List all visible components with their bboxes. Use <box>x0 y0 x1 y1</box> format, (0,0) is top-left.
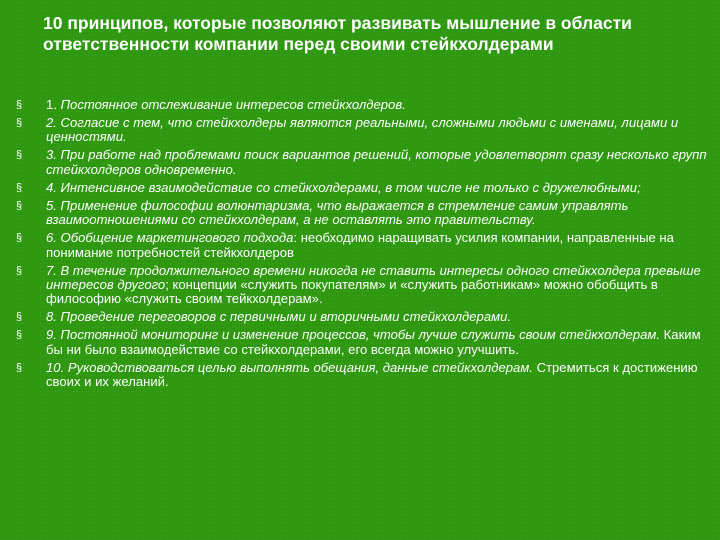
item-text: Стремиться к достижению своих и их желаний. <box>46 359 698 390</box>
bullet-icon: § <box>16 99 23 111</box>
list-item <box>16 98 716 112</box>
list-item <box>16 199 716 228</box>
item-italic-text: 4. Интенсивное взаимодействие со стейкхолдерами, в том числе не только с дружелюбными; <box>46 179 641 195</box>
item-italic-text: 7. В течение продолжительного времени никогда не ставить интересы одного стейкхолдера превыше интересов другого <box>46 262 701 293</box>
list-item <box>16 231 716 260</box>
list-item <box>16 148 716 177</box>
list-item <box>16 181 716 195</box>
item-italic-text: 10. Руководствоваться целью выполнять обещания, данные стейкхолдерам. <box>46 359 533 375</box>
item-italic-text: 9. Постоянной мониторинг и изменение процессов, чтобы лучше служить своим стейкхолдерам. <box>46 327 661 343</box>
list-item <box>16 361 716 390</box>
bullet-icon: § <box>16 199 23 212</box>
bullet-icon: § <box>16 329 23 342</box>
bullet-icon: § <box>16 149 23 162</box>
item-lead: 1. <box>46 97 61 112</box>
bullet-icon: § <box>16 264 23 277</box>
bullet-icon: § <box>16 181 23 194</box>
item-italic-text: 6. Обобщение маркетингового подхода <box>46 230 294 246</box>
bullet-icon: § <box>16 232 23 245</box>
item-italic-text: 3. При работе над проблемами поиск вариантов решений, которые удовлетворят сразу несколько групп стейкхолдеров одновременно. <box>46 147 707 177</box>
bullet-icon: § <box>16 361 23 374</box>
item-italic-text: 8. Проведение переговоров с первичными и вторичными стейкхолдерами. <box>46 309 511 325</box>
item-text: : необходимо наращивать усилия компании, направленные на понимание потребностей стейкхолдеров <box>46 230 674 260</box>
list-item <box>16 264 716 307</box>
bullet-icon: § <box>16 117 23 129</box>
item-italic-text: 2. Согласие с тем, что стейкхолдеры являются реальными, сложными людьми с именами, лицами и ценностями. <box>46 115 679 145</box>
item-text: Каким бы ни было взаимодействие со стейкхолдерами, его всегда можно улучшить. <box>46 327 701 357</box>
item-text: ; концепции «служить покупателям» и «служить работникам» можно обобщить в философию «служить своим тейкхолдерам». <box>46 277 658 307</box>
item-italic-text: Постоянное отслеживание интересов стейкхолдеров. <box>60 97 406 112</box>
list-item <box>16 116 716 145</box>
item-italic-text: 5. Применение философии волюнтаризма, что выражается в стремление самим управлять взаимоотношениями со стейкхолдерам, а не оставлять это правительству. <box>46 197 629 228</box>
list-item <box>16 310 716 324</box>
slide-title: 10 принципов, которые позволяют развивать мышление в области ответственности компании перед своими стейкхолдерами <box>43 13 632 54</box>
bullet-icon: § <box>16 311 23 324</box>
list-item <box>16 328 716 357</box>
principles-list <box>16 98 716 393</box>
